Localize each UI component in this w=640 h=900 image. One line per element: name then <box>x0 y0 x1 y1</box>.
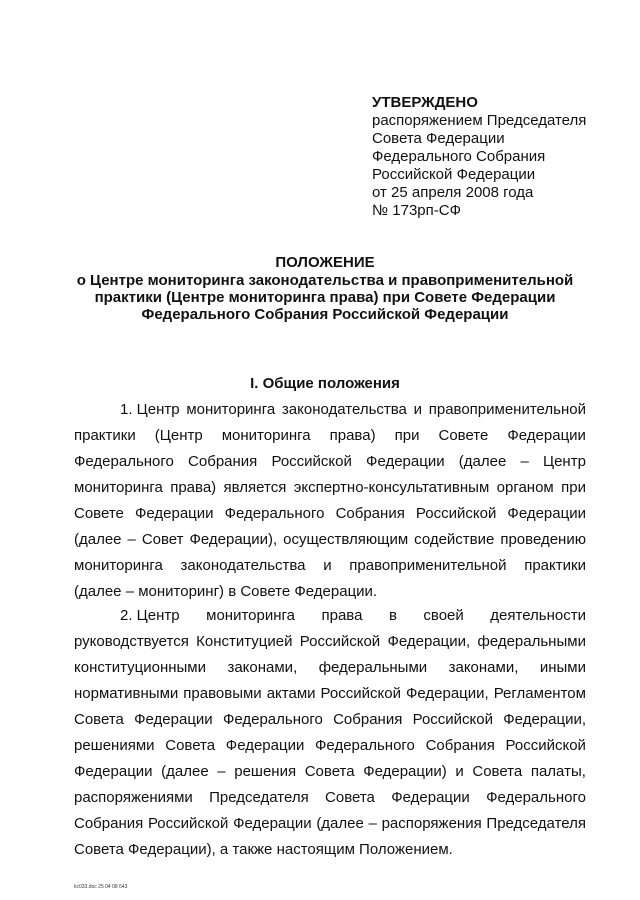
word: Председателя <box>486 815 586 832</box>
word: Совета <box>304 763 355 780</box>
paragraph-line <box>74 527 586 553</box>
word: права <box>321 607 363 624</box>
word: и <box>413 401 423 418</box>
word: мониторинга <box>74 557 163 574</box>
document-title-block <box>60 254 590 323</box>
approval-heading: УТВЕРЖДЕНО <box>372 94 478 111</box>
word: решениями <box>74 737 155 754</box>
word: (Центр <box>154 427 203 444</box>
word: Федерации <box>233 815 312 832</box>
word: Собрания <box>333 711 403 728</box>
paragraph-line <box>74 449 586 475</box>
word: Собрания <box>74 815 144 832</box>
word: Федерации, <box>503 711 586 728</box>
word: Федерального <box>222 711 323 728</box>
word: Собрания <box>425 737 495 754</box>
word: Федерации <box>391 789 470 806</box>
word: Совет <box>141 531 184 548</box>
word: Совета <box>472 763 523 780</box>
paragraph-line <box>74 553 586 579</box>
document-subtitle-line: о Центре мониторинга законодательства и правоприменительной <box>76 272 574 289</box>
word: законами, <box>448 659 519 676</box>
word: Федерального <box>224 505 325 522</box>
word: распоряжения <box>381 815 482 832</box>
paragraph-line <box>74 681 586 707</box>
word: является <box>223 479 287 496</box>
word: Конституцией <box>196 633 293 650</box>
word: Собрания <box>335 505 405 522</box>
word: (далее <box>74 531 122 548</box>
document-title: ПОЛОЖЕНИЕ <box>275 254 375 271</box>
word: содействие <box>414 531 495 548</box>
word: решения <box>234 763 297 780</box>
word: Совета Федерации), а также настоящим Положением. <box>74 841 453 858</box>
paragraph-line <box>74 837 586 863</box>
word: Федерального <box>315 737 415 754</box>
word: Российской <box>147 815 229 832</box>
document-subtitle-line: Федерального Собрания Российской Федерации <box>141 306 509 323</box>
word: в <box>388 607 397 624</box>
word: проведению <box>500 531 586 548</box>
word: и <box>323 557 332 574</box>
word: Федерации), <box>189 531 278 548</box>
word: Совете <box>438 427 489 444</box>
word: Федерации, <box>405 685 489 702</box>
paragraph-line <box>74 733 586 759</box>
paragraph-line <box>74 759 586 785</box>
paragraph-line <box>74 579 586 605</box>
approval-line: Федерального Собрания <box>372 148 546 165</box>
document-subtitle-line: практики (Центре мониторинга права) при Совете Федерации <box>94 289 556 306</box>
word: права) <box>329 427 376 444</box>
section-heading: I. Общие положения <box>250 375 400 392</box>
word: деятельности <box>490 607 586 624</box>
word: правоприменительной <box>428 401 586 418</box>
word: актами <box>266 685 316 702</box>
word: – <box>520 453 529 470</box>
word: Федерации <box>134 505 214 522</box>
word: палаты, <box>530 763 586 780</box>
word: Российской <box>505 737 586 754</box>
word: Российской <box>320 685 401 702</box>
paragraph <box>74 603 586 863</box>
word: нормативными <box>74 685 179 702</box>
word: Федерации) <box>363 763 447 780</box>
approval-line: распоряжением Председателя <box>372 112 587 129</box>
word: федеральными <box>318 659 428 676</box>
word: и <box>455 763 464 780</box>
word: – <box>127 531 136 548</box>
word: органом <box>496 479 554 496</box>
paragraph-line <box>74 603 586 629</box>
word: Председателя <box>209 789 309 806</box>
word: Совете <box>74 505 124 522</box>
word: Российской <box>415 505 497 522</box>
word: экспертно-консультативным <box>293 479 490 496</box>
paragraph <box>74 397 586 605</box>
word: мониторинга <box>186 401 276 418</box>
word: Совета <box>74 711 124 728</box>
approval-stamp <box>372 94 612 220</box>
word: Федерального <box>74 453 174 470</box>
footer-file-code: kc033.doc 25 04 08 643 <box>74 884 128 890</box>
word: Федерации, <box>387 633 471 650</box>
word: Российской <box>299 633 381 650</box>
word: Федерации <box>507 427 586 444</box>
word: Федерации <box>134 711 213 728</box>
word: Совета <box>325 789 375 806</box>
paragraph-line <box>74 423 586 449</box>
word: при <box>561 479 586 496</box>
word: 2. Центр <box>120 607 180 624</box>
word: практики <box>74 427 136 444</box>
paragraph-line <box>74 475 586 501</box>
word: федеральными <box>477 633 586 650</box>
word: мониторинга <box>74 479 163 496</box>
word: Федерации <box>225 737 305 754</box>
approval-line: Совета Федерации <box>372 130 505 147</box>
word: Федерации <box>366 453 445 470</box>
paragraph-line <box>74 629 586 655</box>
word: законами, <box>227 659 298 676</box>
word: Федерального <box>486 789 586 806</box>
paragraph-line <box>74 811 586 837</box>
word: 1. Центр <box>120 401 180 418</box>
approval-line: Российской Федерации <box>372 166 536 183</box>
word: Центр <box>542 453 586 470</box>
word: Федерации <box>507 505 586 522</box>
word: Федерации <box>74 763 153 780</box>
word: законодательства <box>281 401 407 418</box>
paragraph-line <box>74 655 586 681</box>
word: (далее <box>316 815 364 832</box>
paragraph-line <box>74 501 586 527</box>
paragraph-line <box>74 785 586 811</box>
approval-date: от 25 апреля 2008 года <box>372 184 534 201</box>
word: (далее – мониторинг) в Совете Федерации. <box>74 583 378 600</box>
word: конституционными <box>74 659 206 676</box>
approval-number: № 173рп-СФ <box>372 202 461 219</box>
word: Собрания <box>188 453 258 470</box>
word: Совета <box>165 737 216 754</box>
word: Российской <box>412 711 494 728</box>
word: правоприменительной <box>349 557 507 574</box>
word: иными <box>539 659 586 676</box>
word: при <box>394 427 420 444</box>
word: – <box>217 763 226 780</box>
word: своей <box>423 607 464 624</box>
word: практики <box>524 557 586 574</box>
word: мониторинга <box>206 607 295 624</box>
word: распоряжениями <box>74 789 193 806</box>
paragraph-line <box>74 397 586 423</box>
word: права) <box>170 479 217 496</box>
word: руководствуется <box>74 633 189 650</box>
word: мониторинга <box>221 427 311 444</box>
word: (далее <box>458 453 507 470</box>
word: (далее <box>161 763 209 780</box>
word: – <box>368 815 377 832</box>
word: правовыми <box>183 685 262 702</box>
word: Регламентом <box>493 685 586 702</box>
word: Российской <box>271 453 352 470</box>
word: осуществляющим <box>283 531 409 548</box>
word: законодательства <box>180 557 306 574</box>
paragraph-line <box>74 707 586 733</box>
